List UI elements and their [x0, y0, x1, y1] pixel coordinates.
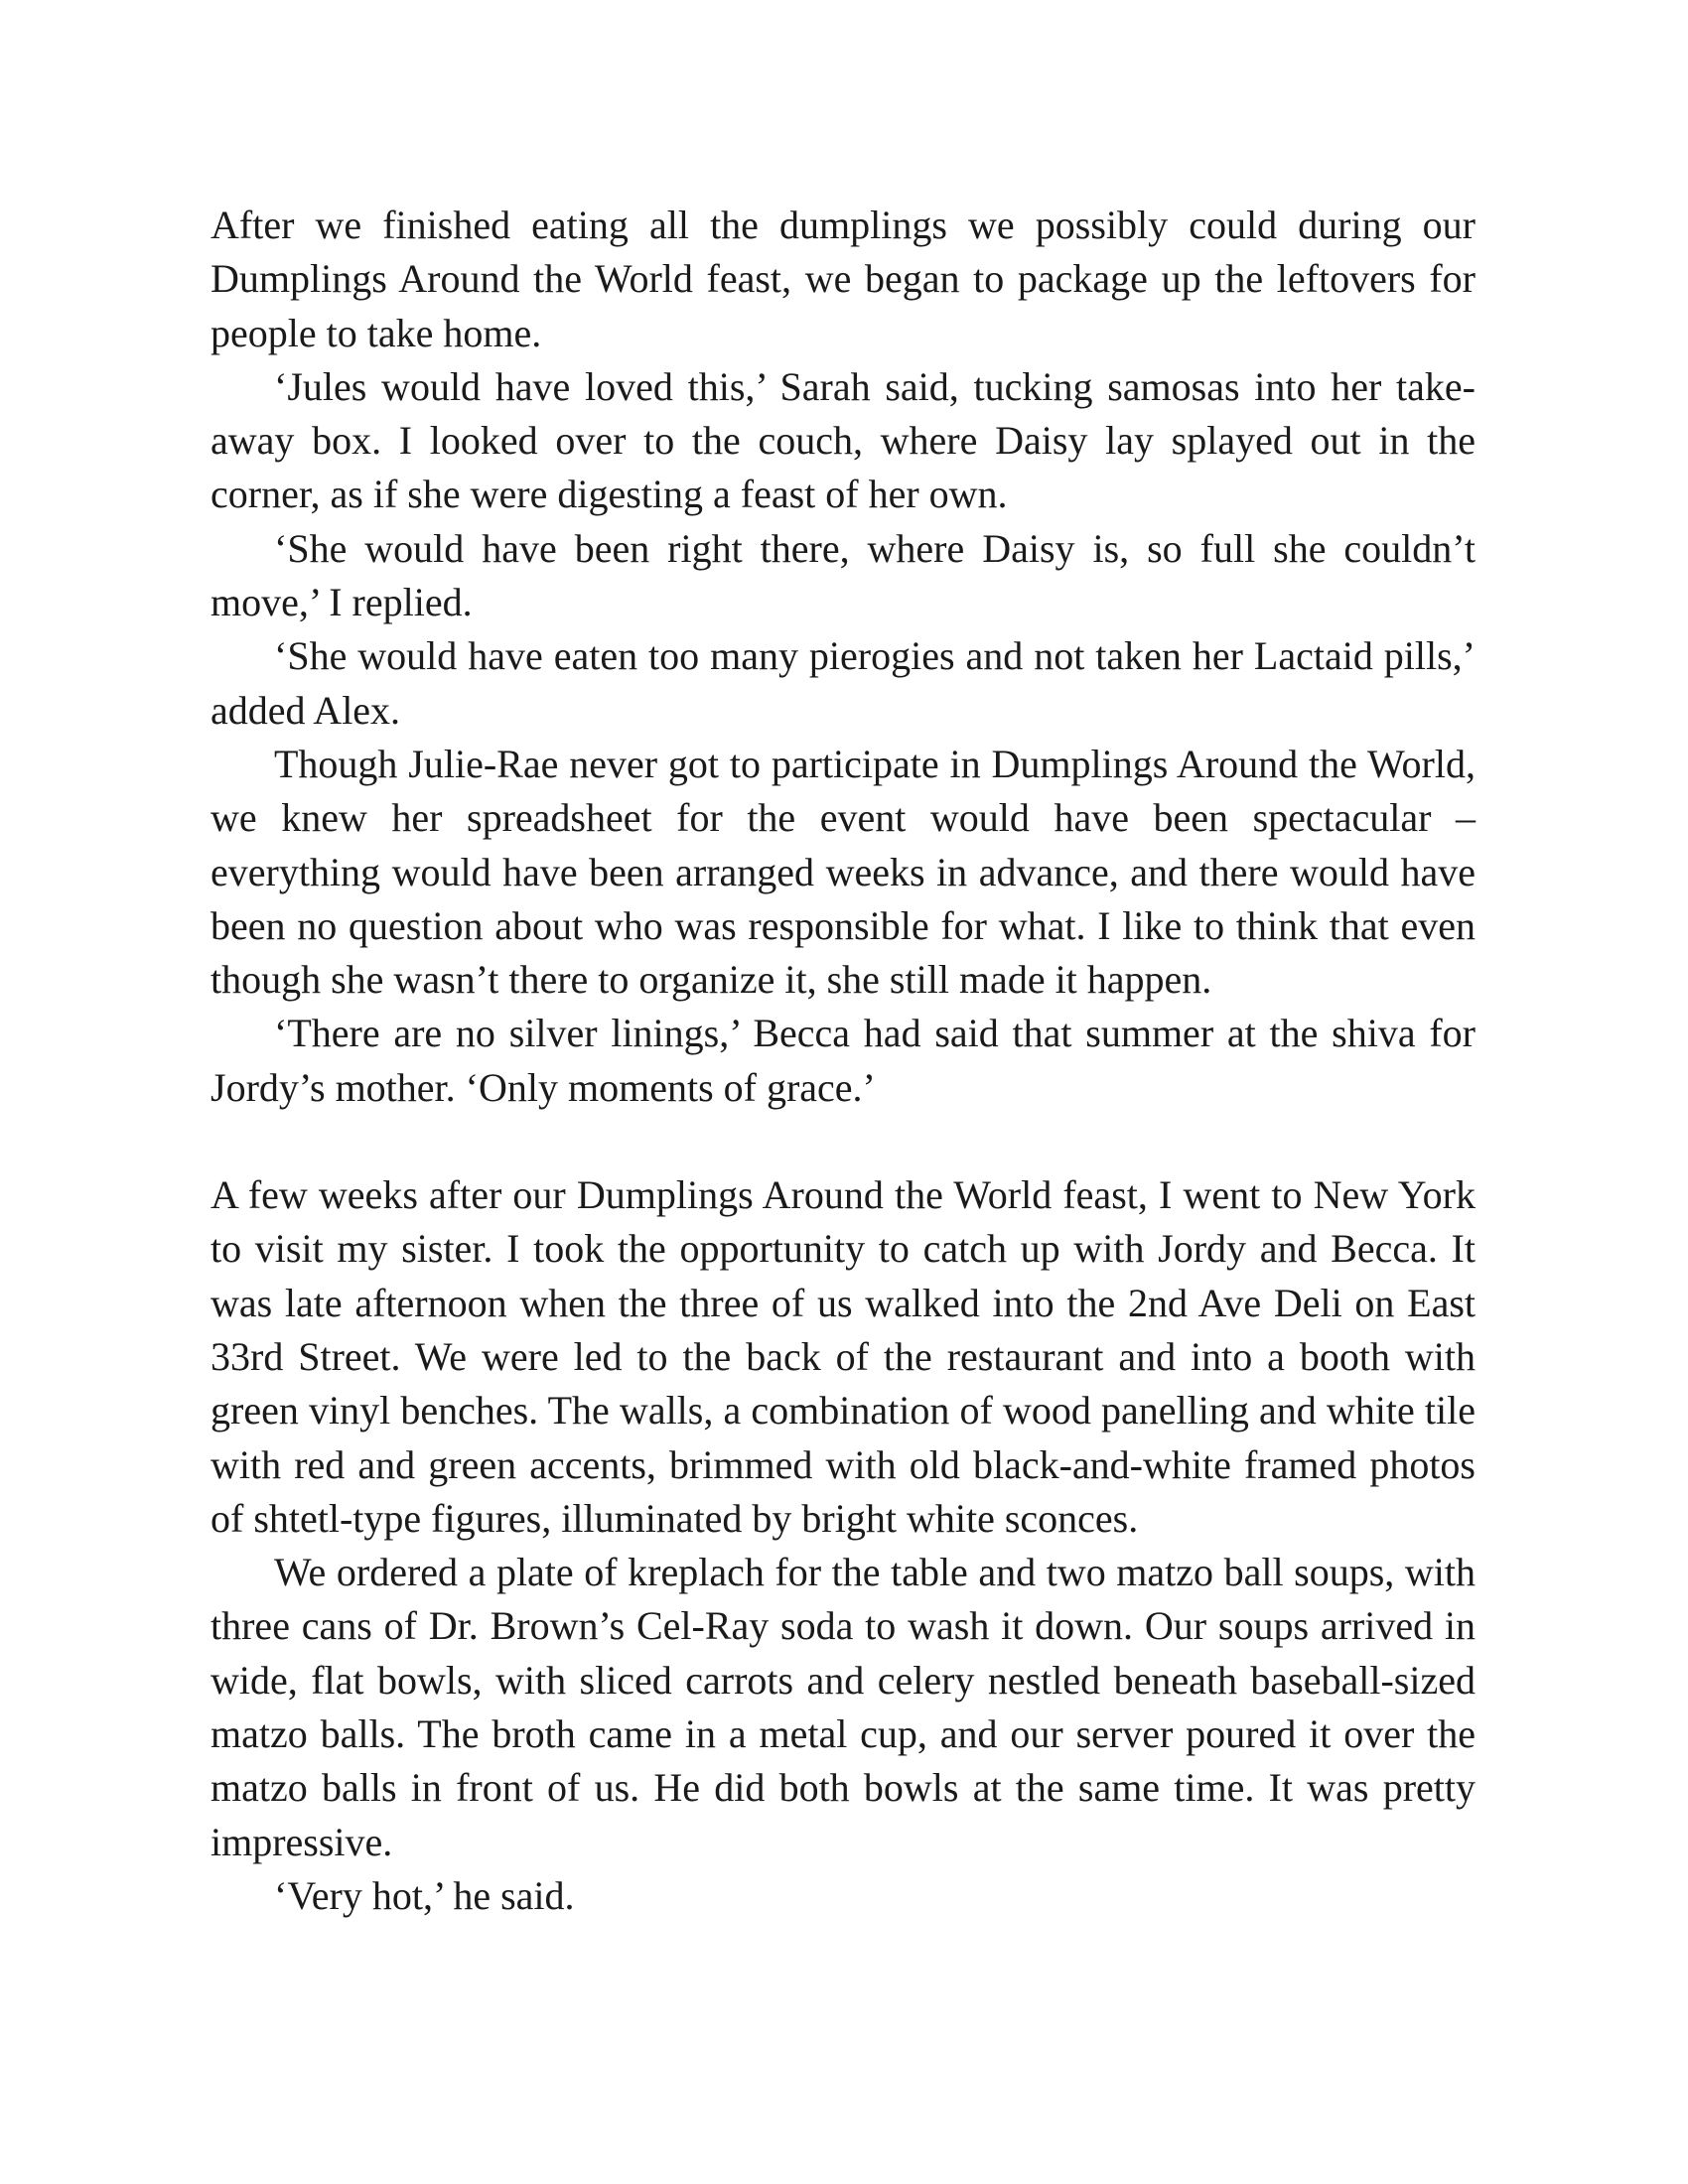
section-2 [211, 1168, 1476, 1923]
paragraph: ‘Jules would have loved this,’ Sarah said, tucking samosas into her take-away box. I looked over to the couch, where Daisy lay splayed out in the corner, as if she were digesting a feast of her own. [211, 363, 1476, 517]
paragraph: After we finished eating all the dumplings we possibly could during our Dumplings Around the World feast, we began to package up the leftovers for people to take home. [211, 203, 1476, 355]
section-1 [211, 199, 1476, 1115]
paragraph: A few weeks after our Dumplings Around the World feast, I went to New York to visit my sister. I took the opportunity to catch up with Jordy and Becca. It was late afternoon when the three of us walked into the 2nd Ave Deli on East 33rd Street. We were led to the back of the restaurant and into a booth with green vinyl benches. The walls, a combination of wood panelling and white tile with red and green accents, brimmed with old black-and-white framed photos of shtetl-type figures, illuminated by bright white sconces. [211, 1172, 1476, 1541]
paragraph: ‘She would have been right there, where Daisy is, so full she couldn’t move,’ I replied. [211, 525, 1476, 625]
paragraph: ‘She would have eaten too many pierogies and not taken her Lactaid pills,’ added Alex. [211, 633, 1476, 733]
section-break [211, 1115, 1476, 1168]
paragraph: We ordered a plate of kreplach for the table and two matzo ball soups, with three cans of Dr. Brown’s Cel-Ray soda to wash it down. Our soups arrived in wide, flat bowls, with sliced carrots and celery nestled beneath baseball-sized matzo balls. The broth came in a metal cup, and our server poured it over the matzo balls in front of us. He did both bowls at the same time. It was pretty impressive. [211, 1550, 1476, 1864]
page-body [211, 199, 1476, 1923]
paragraph: ‘Very hot,’ he said. [274, 1872, 575, 1918]
paragraph: ‘There are no silver linings,’ Becca had said that summer at the shiva for Jordy’s mother. ‘Only moments of grace.’ [211, 1011, 1476, 1110]
paragraph: Though Julie-Rae never got to participate in Dumplings Around the World, we knew her spreadsheet for the event would have been spectacular – everything would have been arranged weeks in advance, and there would have been no question about who was responsible for what. I like to think that even though she wasn’t there to organize it, she still made it happen. [211, 741, 1476, 1003]
